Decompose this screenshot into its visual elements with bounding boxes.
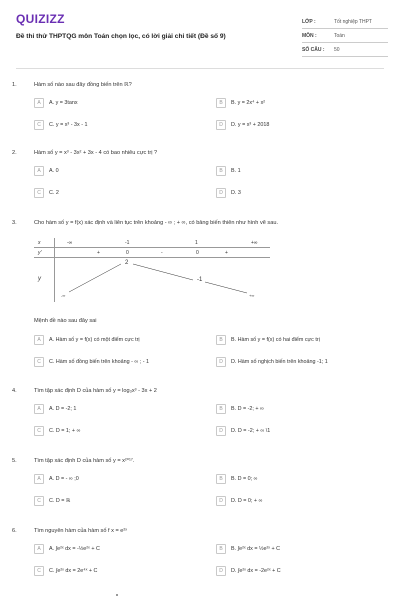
option-key-box[interactable]: B <box>216 166 226 176</box>
option-d[interactable] <box>216 187 386 198</box>
option-text: C. y = x³ - 3x - 1 <box>49 121 88 128</box>
meta-value: 50 <box>334 46 340 53</box>
option-c[interactable] <box>34 356 204 367</box>
option-text: C. D = 1; + ∞ <box>49 427 81 434</box>
option-key-box[interactable]: C <box>34 188 44 198</box>
option-key-box[interactable]: D <box>216 566 226 576</box>
option-key-box[interactable]: C <box>34 566 44 576</box>
option-key-box[interactable]: B <box>216 544 226 554</box>
vt-sign: - <box>161 250 163 256</box>
vt-row-y <box>34 258 270 302</box>
option-key-box[interactable]: D <box>216 120 226 130</box>
option-key-box[interactable]: D <box>216 357 226 367</box>
option-text: A. D = -2; 1 <box>49 405 77 412</box>
vt-x-label: x <box>38 239 41 246</box>
option-b[interactable] <box>216 403 386 414</box>
option-text: A. y = 3tanx <box>49 99 78 106</box>
vt-arrow-down <box>133 264 193 280</box>
option-b[interactable] <box>216 334 386 345</box>
question-number: 5. <box>12 457 17 464</box>
option-b[interactable] <box>216 473 386 484</box>
meta-row-subject <box>302 29 388 43</box>
option-c[interactable] <box>34 119 204 130</box>
option-key-box[interactable]: D <box>216 426 226 436</box>
vt-x-value: -1 <box>125 240 130 246</box>
option-d[interactable] <box>216 565 386 576</box>
option-text: B. D = -2; + ∞ <box>231 405 264 412</box>
option-key-box[interactable]: D <box>216 188 226 198</box>
vt-sign: + <box>97 250 100 256</box>
question-text: Tìm nguyên hàm của hàm số f x = e²ˣ <box>34 527 128 534</box>
vt-y-value: +∞ <box>249 293 255 298</box>
vt-x-value: 1 <box>195 240 198 246</box>
vt-sign: 0 <box>126 250 129 256</box>
vt-yprime-label: y' <box>38 249 42 256</box>
header <box>16 12 388 72</box>
question-number: 1. <box>12 81 17 88</box>
question-text: Hàm số nào sau đây đồng biến trên ℝ? <box>34 81 132 88</box>
option-b[interactable] <box>216 165 386 176</box>
option-key-box[interactable]: A <box>34 335 44 345</box>
option-key-box[interactable]: C <box>34 120 44 130</box>
option-key-box[interactable]: B <box>216 474 226 484</box>
option-text: B. 1 <box>231 167 241 174</box>
question-4 <box>12 386 388 443</box>
meta-row-count <box>302 43 388 57</box>
option-a[interactable] <box>34 334 204 345</box>
question-number: 4. <box>12 387 17 394</box>
vt-sign: + <box>225 250 228 256</box>
quizizz-logo: QUIZIZZ <box>16 12 65 26</box>
option-c[interactable] <box>34 565 204 576</box>
option-c[interactable] <box>34 425 204 436</box>
question-5 <box>12 456 388 513</box>
option-text: B. Hàm số y = f(x) có hai điểm cực trị <box>231 336 320 343</box>
vt-y-label: y <box>38 276 41 282</box>
question-number: 3. <box>12 219 17 226</box>
meta-value: Tốt nghiệp THPT <box>334 18 372 25</box>
question-3-options <box>12 334 388 374</box>
vt-sign: 0 <box>196 250 199 256</box>
question-text: Cho hàm số y = f(x) xác định và liên tục trên khoảng - ∞ ; + ∞, có bảng biến thiên như hình vẽ sau. <box>34 219 278 226</box>
option-key-box[interactable]: C <box>34 426 44 436</box>
meta-label: SỐ CÂU : <box>302 46 325 53</box>
option-text: C. Hàm số đồng biến trên khoảng - ∞ ; - 1 <box>49 358 150 365</box>
option-d[interactable] <box>216 495 386 506</box>
option-text: A. Hàm số y = f(x) có một điểm cực trị <box>49 336 140 343</box>
option-key-box[interactable]: C <box>34 496 44 506</box>
option-text: A. D = - ∞ ;0 <box>49 475 79 482</box>
option-a[interactable] <box>34 403 204 414</box>
vt-arrow-up-2 <box>205 282 247 293</box>
option-key-box[interactable]: C <box>34 357 44 367</box>
question-text: Hàm số y = x³ - 3x² + 3x - 4 có bao nhiêu cực trị ? <box>34 149 158 156</box>
option-b[interactable] <box>216 543 386 554</box>
option-a[interactable] <box>34 97 204 108</box>
option-text: A. 0 <box>49 167 59 174</box>
quiz-meta <box>302 15 388 57</box>
question-number: 2. <box>12 149 17 156</box>
question-text: Tìm tập xác định D của hàm số y = log₃x³ - 3x + 2 <box>34 387 157 394</box>
option-key-box[interactable]: D <box>216 496 226 506</box>
meta-label: LỚP : <box>302 18 316 25</box>
option-key-box[interactable]: B <box>216 98 226 108</box>
header-divider <box>16 68 384 69</box>
option-key-box[interactable]: B <box>216 404 226 414</box>
quiz-title: Đề thi thử THPTQG môn Toán chọn lọc, có lời giải chi tiết (Đề số 9) <box>16 33 226 40</box>
option-a[interactable] <box>34 165 204 176</box>
variation-table <box>34 238 270 302</box>
option-a[interactable] <box>34 543 204 554</box>
option-a[interactable] <box>34 473 204 484</box>
option-key-box[interactable]: A <box>34 166 44 176</box>
option-key-box[interactable]: A <box>34 404 44 414</box>
option-key-box[interactable]: A <box>34 474 44 484</box>
question-2 <box>12 148 388 205</box>
question-3 <box>12 218 388 227</box>
meta-row-grade <box>302 15 388 29</box>
question-6 <box>12 526 388 583</box>
option-d[interactable] <box>216 356 386 367</box>
option-text: C. 2 <box>49 189 59 196</box>
vt-arrows <box>55 258 271 302</box>
vt-arrow-up <box>69 264 121 292</box>
option-text: D. ∫e²ˣ dx = -2e²ˣ + C <box>231 567 281 574</box>
page-mark <box>116 594 118 596</box>
question-1 <box>12 80 388 137</box>
meta-value: Toán <box>334 32 345 39</box>
option-text: D. y = x³ + 2018 <box>231 121 270 128</box>
vt-x-value: -∞ <box>67 240 73 246</box>
option-d[interactable] <box>216 425 386 436</box>
question-number: 6. <box>12 527 17 534</box>
option-text: D. D = -2; + ∞ \1 <box>231 427 271 434</box>
meta-label: MÔN : <box>302 32 317 39</box>
question-text: Tìm tập xác định D của hàm số y = x²⁰¹⁷. <box>34 457 135 464</box>
option-key-box[interactable]: B <box>216 335 226 345</box>
vt-x-value: +∞ <box>251 240 258 246</box>
option-text: D. Hàm số nghịch biến trên khoảng -1; 1 <box>231 358 328 365</box>
option-key-box[interactable]: A <box>34 544 44 554</box>
option-text: B. y = 2x⁴ + x² <box>231 99 266 106</box>
option-text: B. ∫e²ˣ dx = ½e²ˣ + C <box>231 545 281 552</box>
option-text: D. 3 <box>231 189 241 196</box>
question-statement: Mệnh đề nào sau đây sai <box>34 318 97 324</box>
option-d[interactable] <box>216 119 386 130</box>
vt-y-value: -1 <box>197 277 203 283</box>
option-text: C. ∫e²ˣ dx = 2e⁴ˣ + C <box>49 567 98 574</box>
vt-y-value: -∞ <box>61 293 66 298</box>
option-c[interactable] <box>34 495 204 506</box>
option-text: C. D = ℝ <box>49 497 71 504</box>
vt-row-yprime <box>34 248 270 258</box>
option-key-box[interactable]: A <box>34 98 44 108</box>
option-text: D. D = 0; + ∞ <box>231 497 263 504</box>
option-b[interactable] <box>216 97 386 108</box>
vt-y-value: 2 <box>125 260 129 266</box>
vt-row-x <box>34 238 270 248</box>
option-text: A. ∫e²ˣ dx = -½e²ˣ + C <box>49 545 100 552</box>
option-c[interactable] <box>34 187 204 198</box>
option-text: B. D = 0; ∞ <box>231 475 258 482</box>
